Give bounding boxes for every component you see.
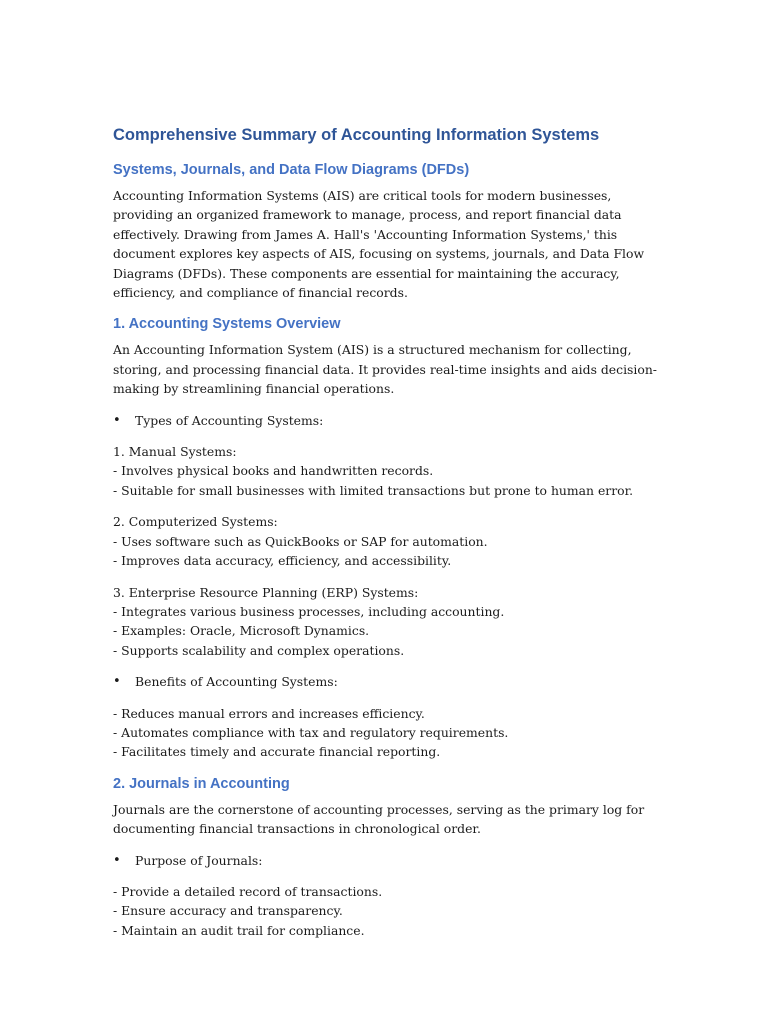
list-item: - Provide a detailed record of transactions. xyxy=(113,883,383,899)
list-item: - Involves physical books and handwritten records. xyxy=(113,463,434,479)
erp-systems-block xyxy=(113,583,668,661)
list-item: - Reduces manual errors and increases efficiency. xyxy=(113,705,425,721)
list-item: - Ensure accuracy and transparency. xyxy=(113,903,343,919)
section-heading-journals: 2. Journals in Accounting xyxy=(113,775,290,792)
bullet-purpose xyxy=(113,851,668,870)
bullet-benefits-label: Benefits of Accounting Systems: xyxy=(135,674,338,690)
bullet-types xyxy=(113,411,668,430)
list-item: - Improves data accuracy, efficiency, and accessibility. xyxy=(113,553,452,569)
list-item: 2. Computerized Systems: xyxy=(113,514,278,530)
list-item: - Uses software such as QuickBooks or SAP for automation. xyxy=(113,533,488,549)
bullet-icon: • xyxy=(113,852,121,868)
bullet-icon: • xyxy=(113,412,121,428)
computerized-systems-block xyxy=(113,512,668,570)
bullet-types-label: Types of Accounting Systems: xyxy=(135,412,324,428)
bullet-icon: • xyxy=(113,674,121,690)
list-item: - Facilitates timely and accurate financial reporting. xyxy=(113,744,441,760)
benefits-block xyxy=(113,704,668,762)
list-item: - Suitable for small businesses with limited transactions but prone to human error. xyxy=(113,482,634,498)
section-body-journals: Journals are the cornerstone of accounting processes, serving as the primary log for documenting financial transactions in chronological order. xyxy=(113,801,645,837)
intro-paragraph: Accounting Information Systems (AIS) are critical tools for modern businesses, providing an organized framework to manage, process, and report financial data effectively. Drawing from James A. Hall's 'Accounting Information Systems,' this document explores key aspects of AIS, focusing on systems, journals, and Data Flow Diagrams (DFDs). These components are essential for maintaining the accuracy, efficiency, and compliance of financial records. xyxy=(113,188,645,301)
document-title: Comprehensive Summary of Accounting Information Systems xyxy=(113,126,600,144)
list-item: 1. Manual Systems: xyxy=(113,444,237,460)
list-item: - Examples: Oracle, Microsoft Dynamics. xyxy=(113,623,370,639)
list-item: - Automates compliance with tax and regulatory requirements. xyxy=(113,724,509,740)
list-item: - Maintain an audit trail for compliance. xyxy=(113,922,365,938)
section-heading-systems: 1. Accounting Systems Overview xyxy=(113,316,341,333)
bullet-purpose-label: Purpose of Journals: xyxy=(135,852,263,868)
list-item: - Integrates various business processes, including accounting. xyxy=(113,603,505,619)
list-item: - Supports scalability and complex operations. xyxy=(113,642,405,658)
manual-systems-block xyxy=(113,442,668,500)
bullet-benefits xyxy=(113,672,668,691)
purpose-block xyxy=(113,882,668,940)
document-subtitle: Systems, Journals, and Data Flow Diagrams (DFDs) xyxy=(113,162,470,178)
list-item: 3. Enterprise Resource Planning (ERP) Systems: xyxy=(113,584,419,600)
section-body-systems: An Accounting Information System (AIS) is a structured mechanism for collecting, storing, and processing financial data. It provides real-time insights and aids decision-making by streamlining financial operations. xyxy=(113,342,657,397)
